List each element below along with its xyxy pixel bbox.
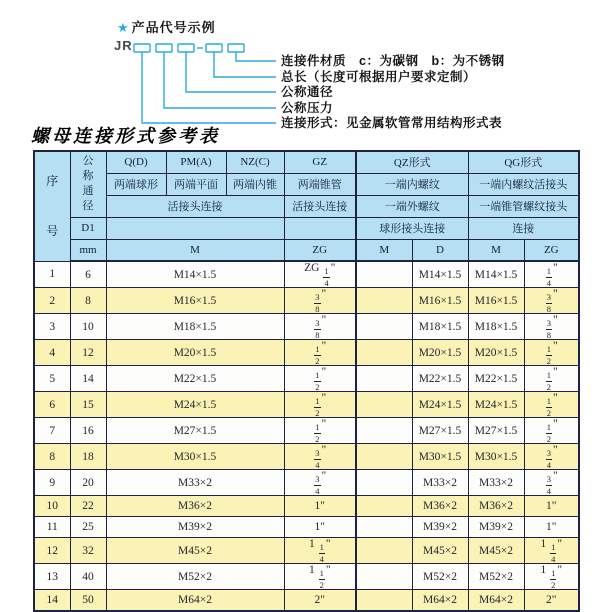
code-box [206,44,222,52]
cell-qg-m: M36×2 [468,496,524,517]
leader-line [186,52,276,92]
label-nominal-diameter: 公称通径 [281,85,334,99]
col-header-pm: PM(A) [166,151,226,173]
ends-q: 两端球形 [106,173,166,195]
cell-qg-m: M64×2 [468,590,524,611]
m-column-label: M [106,239,284,261]
table-row [34,261,579,288]
table-row [34,444,579,470]
cell-gz-size: 1 $\frac{1}{2}$ " [284,564,356,590]
table-row [34,590,579,611]
table-body [34,261,579,611]
cell-qz-d: M14×1.5 [412,261,468,288]
cell-qg-zg: $\frac{3}{4}$ " [524,470,579,496]
cell-serial: 12 [34,538,70,564]
qg-row2: 一端内螺纹活接头 [468,173,579,195]
blank-cell [106,217,284,239]
cell-serial: 9 [34,470,70,496]
cell-gz-size: $\frac{3}{8}$ " [284,288,356,314]
leader-line [142,52,276,123]
cell-qg-zg: $\frac{3}{4}$ " [524,444,579,470]
leader-line [214,52,276,77]
cell-gz-size: 1" [284,496,356,517]
cell-serial: 4 [34,340,70,366]
cell-qz-d: M33×2 [412,470,468,496]
qg-zg-label: ZG [524,239,579,261]
cell-diameter: 50 [70,590,106,611]
label-connection-form: 连接形式：见金属软管常用结构形式表 [281,116,503,130]
table-row [34,470,579,496]
cell-qg-m: M22×1.5 [468,366,524,392]
cell-qg-m: M16×1.5 [468,288,524,314]
cell-serial: 5 [34,366,70,392]
cell-qg-zg: $\frac{1}{2}$ " [524,340,579,366]
diagram-title [117,17,216,36]
cell-gz-size: 1" [284,517,356,538]
cell-gz-size: $\frac{1}{2}$ " [284,418,356,444]
mm-label: mm [70,239,106,261]
col-header-serial [34,151,70,261]
blank-cell [284,217,356,239]
cell-qz-m [356,538,412,564]
qz-row2: 一端内螺纹 [356,173,468,195]
qz-row4: 球形接头连接 [356,217,468,239]
cell-qz-m [356,392,412,418]
union-connection-left: 活接头连接 [106,195,284,217]
cell-qz-m [356,418,412,444]
cell-gz-size: $\frac{3}{4}$ " [284,470,356,496]
table-header [34,151,579,261]
cell-qz-d: M16×1.5 [412,288,468,314]
cell-qg-m: M39×2 [468,517,524,538]
cell-qz-d: M45×2 [412,538,468,564]
zg-column-label: ZG [284,239,356,261]
cell-m-thread: M45×2 [106,538,284,564]
col-header-qz: QZ形式 [356,151,468,173]
table-row [34,418,579,444]
qg-row4: 连接 [468,217,579,239]
cell-qz-m [356,590,412,611]
table-row [34,517,579,538]
cell-qz-d: M39×2 [412,517,468,538]
cell-qz-d: M52×2 [412,564,468,590]
cell-qz-d: M22×1.5 [412,366,468,392]
cell-qz-m [356,366,412,392]
cell-serial: 7 [34,418,70,444]
cell-m-thread: M30×1.5 [106,444,284,470]
diameter-vertical-text: 公称通径 [82,155,94,213]
qg-m-label: M [468,239,524,261]
cell-qg-zg: 1 $\frac{1}{2}$ " [524,564,579,590]
cell-qg-zg: 1 $\frac{1}{4}$ " [524,538,579,564]
cell-qg-m: M18×1.5 [468,314,524,340]
cell-gz-size: $\frac{1}{2}$ " [284,366,356,392]
cell-m-thread: M64×2 [106,590,284,611]
cell-m-thread: M14×1.5 [106,261,284,288]
table-row [34,538,579,564]
cell-serial: 11 [34,517,70,538]
code-box [134,44,150,52]
cell-m-thread: M27×1.5 [106,418,284,444]
cell-m-thread: M18×1.5 [106,314,284,340]
cell-diameter: 18 [70,444,106,470]
cell-gz-size: 1 $\frac{1}{4}$ " [284,538,356,564]
cell-m-thread: M24×1.5 [106,392,284,418]
cell-diameter: 15 [70,392,106,418]
cell-gz-size: ZG $\frac{1}{4}$ " [284,261,356,288]
leader-line [236,52,276,61]
cell-diameter: 6 [70,261,106,288]
cell-gz-size: $\frac{1}{2}$ " [284,340,356,366]
cell-m-thread: M33×2 [106,470,284,496]
cell-qz-m [356,288,412,314]
cell-serial: 3 [34,314,70,340]
cell-qg-m: M52×2 [468,564,524,590]
cell-m-thread: M39×2 [106,517,284,538]
table-row [34,314,579,340]
cell-diameter: 10 [70,314,106,340]
cell-qg-zg: $\frac{1}{2}$ " [524,366,579,392]
cell-qg-zg: 2" [524,590,579,611]
ends-gz: 两端锥管 [284,173,356,195]
cell-diameter: 40 [70,564,106,590]
cell-qg-zg: 1" [524,517,579,538]
col-header-qg: QG形式 [468,151,579,173]
cell-qz-m [356,444,412,470]
cell-serial: 8 [34,444,70,470]
cell-diameter: 8 [70,288,106,314]
cell-serial: 2 [34,288,70,314]
qz-m-label: M [356,239,412,261]
code-prefix: JR [114,38,133,53]
serial-vertical-text: 序号 [46,174,59,239]
cell-qz-d: M27×1.5 [412,418,468,444]
cell-qz-m [356,564,412,590]
cell-diameter: 16 [70,418,106,444]
cell-qz-d: M36×2 [412,496,468,517]
cell-qz-d: M30×1.5 [412,444,468,470]
table-row [34,496,579,517]
label-total-length: 总长（长度可根据用户要求定制） [281,70,477,84]
qg-row3: 一端锥管螺纹接头 [468,195,579,217]
star-icon: ★ [117,20,130,35]
cell-qz-m [356,496,412,517]
cell-qg-m: M27×1.5 [468,418,524,444]
cell-qg-zg: $\frac{1}{2}$ " [524,392,579,418]
cell-gz-size: $\frac{3}{8}$ " [284,314,356,340]
cell-diameter: 20 [70,470,106,496]
code-box [156,44,172,52]
code-box [178,44,194,52]
col-header-diameter [70,151,106,217]
d1-label: D1 [70,217,106,239]
cell-qg-zg: $\frac{1}{4}$ " [524,261,579,288]
qz-row3: 一端外螺纹 [356,195,468,217]
label-material: 连接件材质 c：为碳钢 b：为不锈钢 [281,54,505,68]
cell-qz-d: M20×1.5 [412,340,468,366]
cell-serial: 6 [34,392,70,418]
cell-qz-d: M64×2 [412,590,468,611]
diagram-title-text: 产品代号示例 [131,20,216,35]
table-row [34,288,579,314]
cell-diameter: 32 [70,538,106,564]
cell-qg-m: M33×2 [468,470,524,496]
cell-qz-m [356,314,412,340]
ends-pm: 两端平面 [166,173,226,195]
cell-qz-m [356,340,412,366]
cell-serial: 13 [34,564,70,590]
table-title: 螺母连接形式参考表 [31,126,220,146]
cell-qg-zg: $\frac{3}{8}$ " [524,288,579,314]
cell-diameter: 14 [70,366,106,392]
code-box [228,44,244,52]
cell-qg-zg: 1" [524,496,579,517]
cell-serial: 10 [34,496,70,517]
cell-qz-d: M24×1.5 [412,392,468,418]
ends-nz: 两端内锥 [226,173,284,195]
cell-qz-m [356,517,412,538]
qz-d-label: D [412,239,468,261]
table-row [34,392,579,418]
union-connection-gz: 活接头连接 [284,195,356,217]
cell-gz-size: $\frac{1}{2}$ " [284,392,356,418]
cell-m-thread: M16×1.5 [106,288,284,314]
cell-m-thread: M20×1.5 [106,340,284,366]
cell-qz-m [356,470,412,496]
cell-diameter: 25 [70,517,106,538]
cell-qg-m: M20×1.5 [468,340,524,366]
cell-serial: 1 [34,261,70,288]
cell-qg-zg: $\frac{1}{2}$ " [524,418,579,444]
label-nominal-pressure: 公称压力 [281,101,334,115]
cell-diameter: 12 [70,340,106,366]
cell-m-thread: M52×2 [106,564,284,590]
table-row [34,564,579,590]
col-header-gz: GZ [284,151,356,173]
table-row [34,340,579,366]
cell-gz-size: 2" [284,590,356,611]
reference-table [33,150,580,612]
cell-m-thread: M36×2 [106,496,284,517]
cell-gz-size: $\frac{3}{4}$ " [284,444,356,470]
cell-qz-m [356,261,412,288]
cell-qg-m: M24×1.5 [468,392,524,418]
cell-serial: 14 [34,590,70,611]
cell-qg-zg: $\frac{3}{8}$ " [524,314,579,340]
cell-diameter: 22 [70,496,106,517]
cell-m-thread: M22×1.5 [106,366,284,392]
cell-qg-m: M14×1.5 [468,261,524,288]
col-header-nz: NZ(C) [226,151,284,173]
table-row [34,366,579,392]
cell-qg-m: M45×2 [468,538,524,564]
cell-qz-d: M18×1.5 [412,314,468,340]
cell-qg-m: M30×1.5 [468,444,524,470]
col-header-q: Q(D) [106,151,166,173]
